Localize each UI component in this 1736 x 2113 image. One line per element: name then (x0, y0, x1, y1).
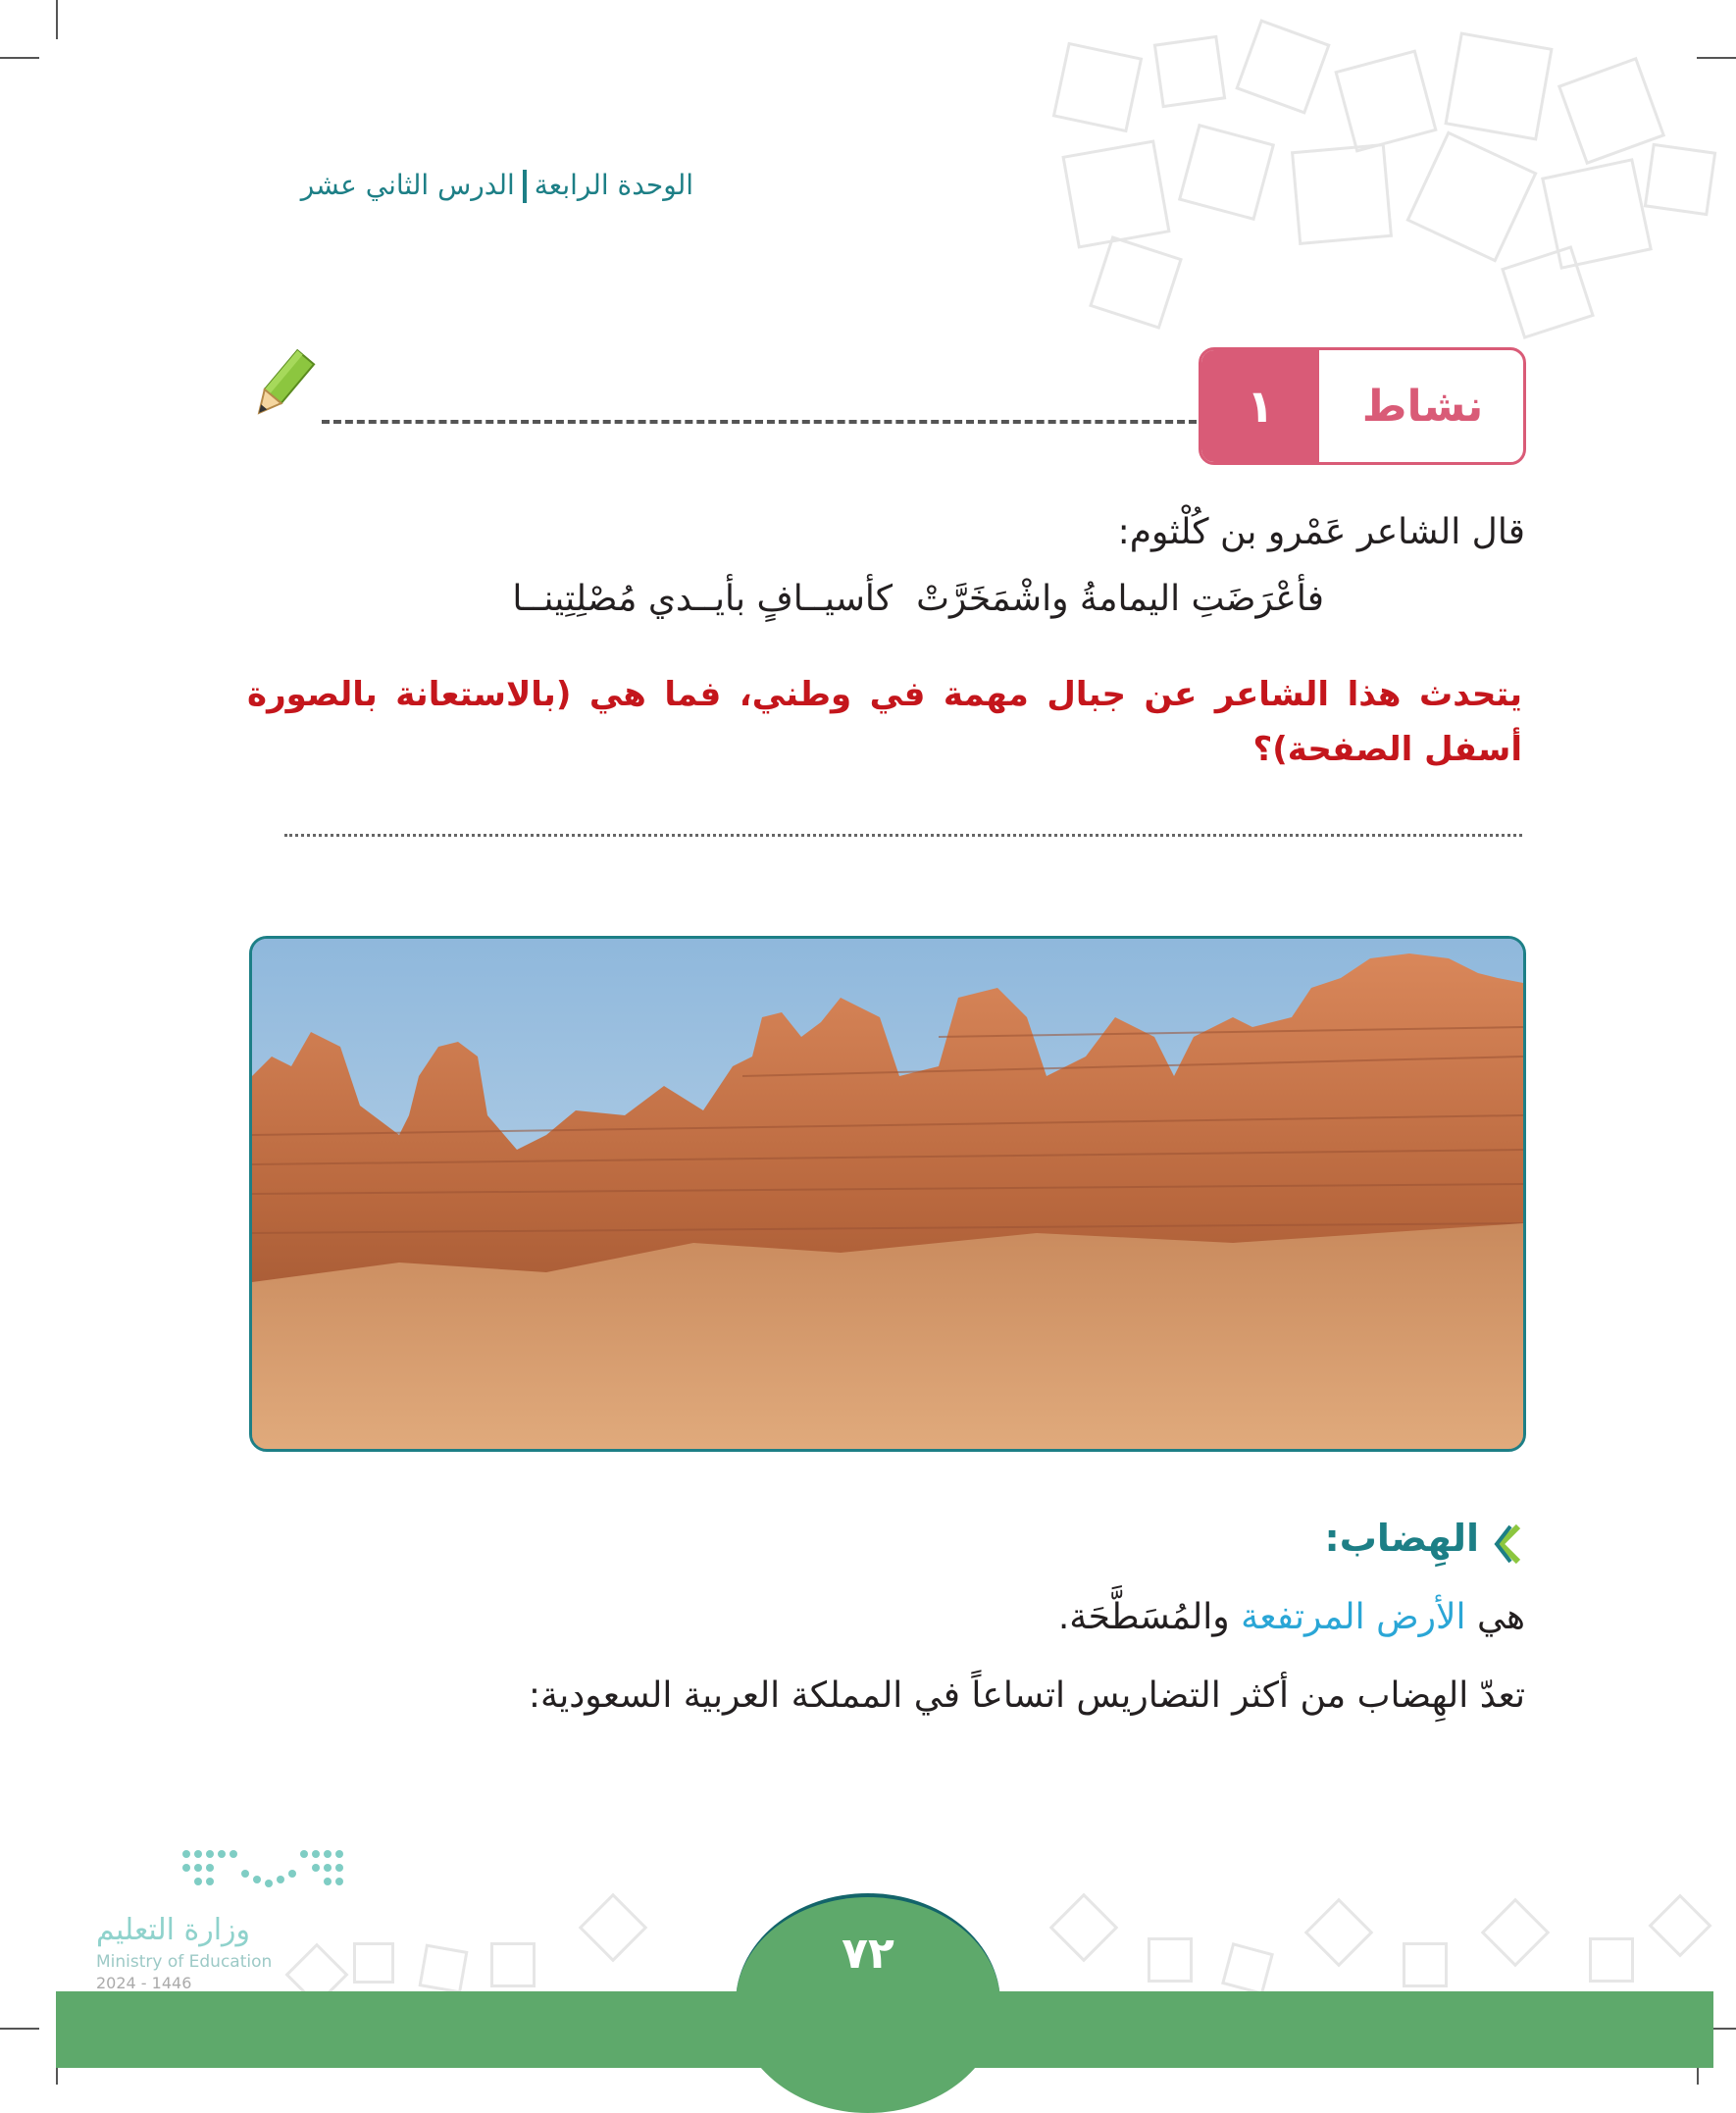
header-separator (523, 170, 527, 203)
crop-mark (1697, 57, 1736, 59)
poem-intro: قال الشاعر عَمْرو بن كُلْثوم: (1117, 512, 1525, 552)
activity-question: يتحدث هذا الشاعر عن جبال مهمة في وطني، فما هي (بالاستعانة بالصورة أسفل الصفحة)؟ (247, 675, 1522, 769)
activity-number: ١ (1201, 350, 1319, 462)
section-title: الهِضاب: (1324, 1517, 1479, 1560)
ministry-name-arabic: وزارة التعليم (96, 1913, 251, 1947)
activity-box (1199, 347, 1526, 465)
plateau-photo (249, 936, 1526, 1452)
header-breadcrumb (301, 169, 693, 203)
plateau-statement: تعدّ الهِضاب من أكثر التضاريس اتساعاً في المملكة العربية السعودية: (528, 1675, 1525, 1716)
header-lesson: الدرس الثاني عشر (300, 169, 515, 201)
plateau-definition (1058, 1597, 1525, 1637)
activity-divider (322, 420, 1197, 424)
header-unit: الوحدة الرابعة (534, 169, 693, 201)
pencil-icon (241, 345, 324, 428)
rock-cliffs-image (252, 939, 1523, 1449)
activity-label: نشاط (1361, 381, 1484, 432)
chevron-left-icon (1493, 1522, 1522, 1566)
ministry-logo-dots (177, 1844, 353, 1903)
poem-verse-second: كأسيــافٍ بأيــدي مُصْلِتِينــا (512, 579, 893, 619)
definition-prefix: هي (1477, 1597, 1525, 1637)
definition-highlight: الأرض المرتفعة (1241, 1597, 1466, 1637)
footer-bar (56, 1991, 1713, 2068)
edition-year: 2024 - 1446 (96, 1974, 192, 1992)
crop-mark (0, 57, 39, 59)
poem-verse-first: فأعْرَضَتِ اليمامةُ واشْمَخَرَّتْ (916, 579, 1324, 619)
crop-mark (0, 2028, 39, 2030)
ministry-name-english: Ministry of Education (96, 1952, 273, 1972)
answer-line[interactable] (284, 834, 1522, 837)
crop-mark (56, 0, 58, 39)
page-number: ٧٢ (842, 1929, 894, 1979)
definition-suffix: والمُسَطَّحَة. (1057, 1597, 1230, 1637)
